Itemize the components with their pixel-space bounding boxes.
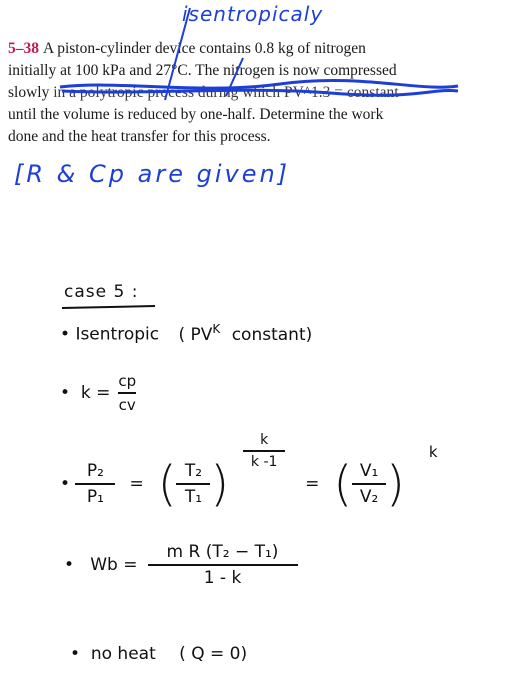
cv-denominator: cv [118, 396, 136, 414]
fraction-bar [118, 392, 136, 394]
v2: V₂ [359, 487, 379, 507]
case-underline [62, 306, 155, 308]
exp-k: k [260, 432, 269, 448]
work-numerator: m R (T₂ − T₁) [166, 542, 279, 562]
bullet-boundary-work [64, 542, 298, 588]
v1: V₁ [359, 461, 379, 481]
annotation-top-word: isentropicaly [182, 2, 324, 26]
paren-open: ( [157, 456, 177, 512]
problem-line-3-prefix: slowly [8, 84, 50, 101]
bullet-dot: • [64, 555, 91, 575]
bullet-no-heat [70, 644, 247, 664]
work-fraction [148, 542, 298, 588]
no-heat-text: no heat [90, 644, 156, 664]
exponent-k-over-k-1 [243, 432, 285, 470]
exp-k-2: k [428, 443, 438, 461]
t2-over-t1 [176, 461, 210, 507]
cp-numerator: cp [118, 372, 137, 390]
pv-paren: ( PV [178, 324, 213, 345]
given-note: [R & Cp are given] [14, 160, 291, 188]
paren-close: ) [210, 456, 230, 512]
problem-line-4: until the volume is reduced by one-half. Determine the work [8, 106, 384, 123]
p2-over-p1 [75, 461, 115, 507]
paren-open-2: ( [333, 456, 353, 512]
bullet-pressure-ratio [60, 414, 438, 512]
fraction-bar [75, 483, 115, 485]
exp-k-minus-1: k -1 [250, 454, 278, 470]
k-lhs: k = [80, 383, 111, 403]
fraction-bar [148, 564, 298, 566]
problem-number: 5–38 [8, 40, 39, 57]
wb-lhs: Wb = [90, 555, 138, 575]
bullet-dot: • [70, 644, 86, 664]
paren-close-2: ) [386, 456, 405, 512]
bullet-isentropic [60, 322, 312, 345]
problem-line-2: initially at 100 kPa and 27°C. The nitrogen is now compressed [8, 62, 397, 79]
work-denominator: 1 - k [203, 568, 242, 588]
cp-over-cv [118, 372, 136, 414]
t1: T₁ [184, 487, 203, 507]
equals-2: = [305, 474, 320, 494]
bullet-dot: • [60, 474, 76, 494]
p1: P₁ [86, 487, 104, 507]
bullet-dot: • [60, 324, 76, 345]
strike-stroke-2 [62, 90, 458, 95]
bullet-k-ratio [60, 372, 136, 414]
fraction-bar [176, 483, 210, 485]
problem-line-5: done and the heat transfer for this process. [8, 128, 271, 145]
p2: P₂ [86, 461, 104, 481]
isentropic-text: Isentropic [75, 324, 160, 345]
equals-1: = [129, 474, 144, 494]
fraction-bar [352, 483, 386, 485]
t2: T₂ [184, 461, 203, 481]
case-label: case 5 : [64, 282, 139, 302]
pv-exponent: K [212, 322, 221, 336]
constant-text: constant) [231, 324, 313, 345]
problem-line-1: A piston-cylinder device contains 0.8 kg of nitrogen [43, 40, 366, 57]
bullet-dot: • [60, 383, 81, 403]
q-equals-zero: ( Q = 0) [179, 644, 248, 664]
strike-stroke-1 [60, 81, 458, 89]
fraction-bar [243, 450, 285, 452]
problem-line-3-struck: in a polytropic process during which PV^1.3 = constant [53, 84, 399, 101]
v1-over-v2 [352, 461, 386, 507]
